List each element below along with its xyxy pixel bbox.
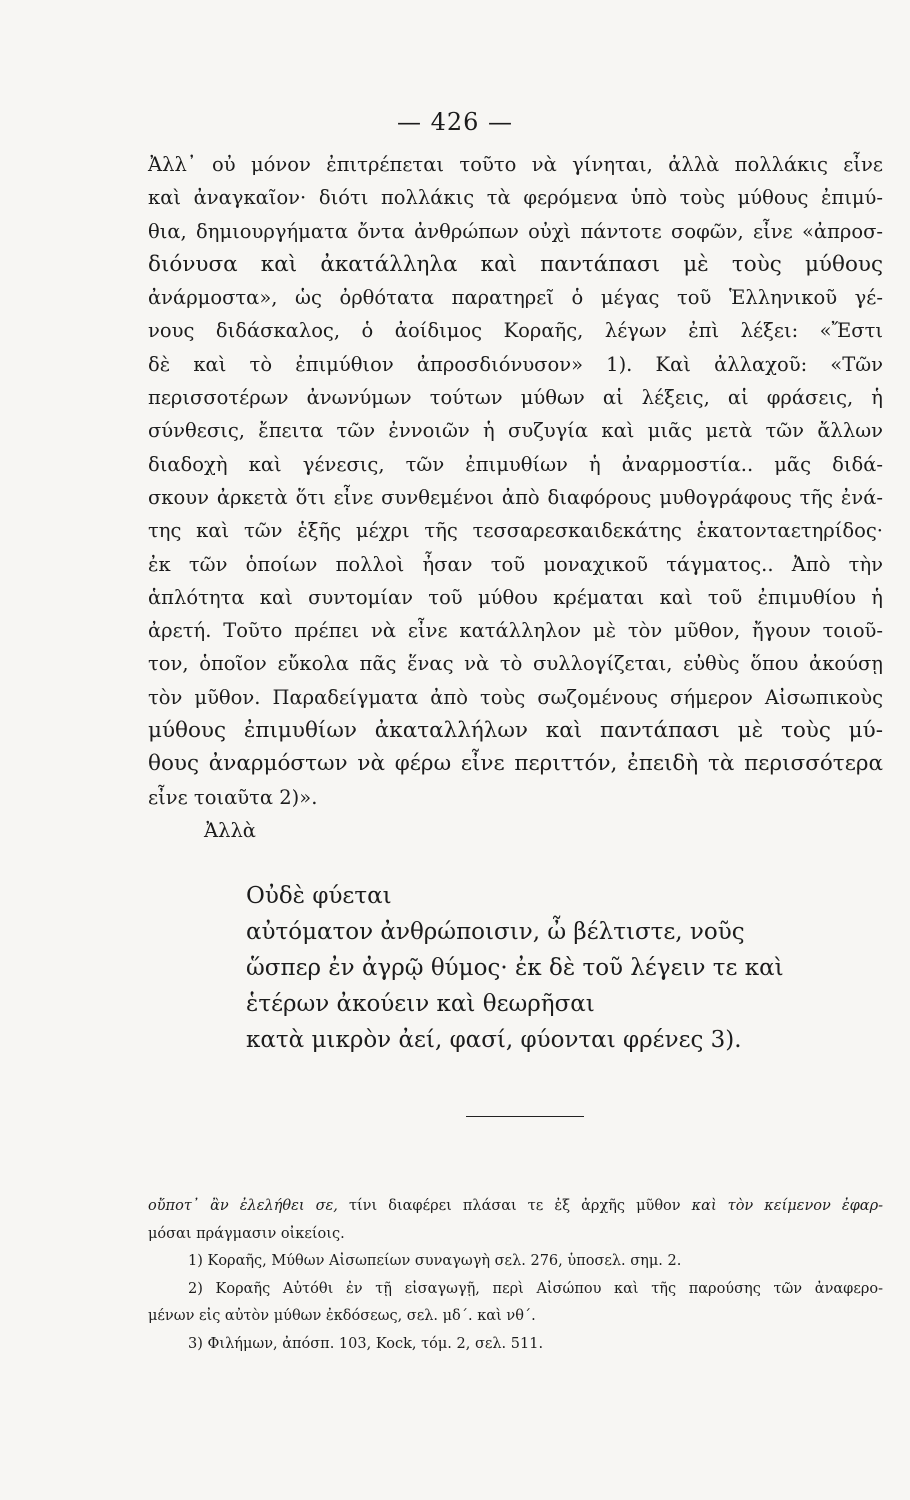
footnote-italic-text: οὔποτ᾽ ἂν ἐλελήθει σε, [148,1198,338,1214]
text-line: δὲ καὶ τὸ ἐπιμύθιον ἀπροσδιόνυσον» 1). Καὶ ἀλλαχοῦ: «Τῶν [148,352,883,376]
text-line: μύθους ἐπιμυθίων ἀκαταλλήλων καὶ παντάπασι μὲ τοὺς μύ- [148,718,883,744]
text-line: σκουν ἀρκετὰ ὅτι εἶνε συνθεμένοι ἀπὸ διαφόρους μυθογράφους τῆς ἐνά- [148,485,883,509]
page-number: — 426 — [396,108,514,136]
text-line: διαδοχὴ καὶ γένεσις, τῶν ἐπιμυθίων ἡ ἀναρμοστία.. μᾶς διδά- [148,452,883,476]
text-line: τον, ὁποῖον εὔκολα πᾶς ἕνας νὰ τὸ συλλογίζεται, εὐθὺς ὅπου ἀκούσῃ [148,652,883,676]
text-line: Ἀλλ᾽ οὐ μόνον ἐπιτρέπεται τοῦτο νὰ γίνηται, ἀλλὰ πολλάκις εἶνε [148,153,883,176]
text-line: καὶ ἀναγκαῖον· διότι πολλάκις τὰ φερόμενα ὑπὸ τοὺς μύθους ἐπιμύ- [148,186,883,210]
footnote-3: 3) Φιλήμων, ἀπόσπ. 103, Kock, τόμ. 2, σελ. 511. [188,1335,544,1352]
footnote-continuation-line: μόσαι πράγμασιν οἰκείοις. [148,1225,345,1242]
text-line: σύνθεσις, ἔπειτα τῶν ἐννοιῶν ἡ συζυγία καὶ μιᾶς μετὰ τῶν ἄλλων [148,419,883,443]
text-line: διόνυσα καὶ ἀκατάλληλα καὶ παντάπασι μὲ τοὺς μύθους [148,251,883,277]
footnote-italic-text: καὶ τὸν κείμενον ἐφαρ- [691,1198,884,1214]
text-line: της καὶ τῶν ἑξῆς μέχρι τῆς τεσσαρεσκαιδεκάτης ἑκατονταετηρίδος· [148,519,883,543]
verse-line: Οὐδὲ φύεται [246,883,392,909]
text-line: περισσοτέρων ἀνωνύμων τούτων μύθων αἱ λέξεις, αἱ φράσεις, ἡ [148,386,883,410]
verse-line: κατὰ μικρὸν ἀεί, φασί, φύονται φρένες 3). [246,1027,742,1053]
text-line: νους διδάσκαλος, ὁ ἀοίδιμος Κοραῆς, λέγων ἐπὶ λέξει: «Ἔστι [148,319,883,343]
text-line: τὸν μῦθον. Παραδείγματα ἀπὸ τοὺς σωζομένους σήμερον Αἰσωπικοὺς [148,685,883,709]
text-line: εἶνε τοιαῦτα 2)». [148,785,318,809]
footnote-2-continuation: μένων εἰς αὐτὸν μύθων ἐκδόσεως, σελ. μδ΄. καὶ νθ΄. [148,1308,536,1324]
footnote-1: 1) Κοραῆς, Μύθων Αἰσωπείων συναγωγὴ σελ. 276, ὑποσελ. σημ. 2. [188,1253,682,1269]
body-text [148,148,883,847]
footnotes [148,1193,883,1358]
text-line: Ἀλλὰ [204,818,256,842]
text-line: ἁπλότητα καὶ συντομίαν τοῦ μύθου κρέμαται καὶ τοῦ ἐπιμυθίου ἡ [148,585,883,609]
text-line: ἀρετή. Τοῦτο πρέπει νὰ εἶνε κατάλληλον μὲ τὸν μῦθον, ἤγουν τοιοῦ- [148,619,883,643]
verse-line: αὐτόματον ἀνθρώποισιν, ὦ βέλτιστε, νοῦς [246,919,745,945]
footnote-2: 2) Κοραῆς Αὐτόθι ἐν τῇ εἰσαγωγῇ, περὶ Αἰσώπου καὶ τῆς παρούσης τῶν ἀναφερο- [188,1280,883,1297]
verse-quotation [246,878,866,1058]
verse-line: ἑτέρων ἀκούειν καὶ θεωρῆσαι [246,991,595,1017]
text-line: θους ἀναρμόστων νὰ φέρω εἶνε περιττόν, ἐπειδὴ τὰ περισσότερα [148,751,883,777]
text-line: ἐκ τῶν ὁποίων πολλοὶ ἦσαν τοῦ μοναχικοῦ τάγματος.. Ἀπὸ τὴν [148,552,883,576]
verse-line: ὥσπερ ἐν ἀγρῷ θύμος· ἐκ δὲ τοῦ λέγειν τε καὶ [246,955,784,981]
footnote-divider [466,1116,584,1117]
footnote-text: τίνι διαφέρει πλάσαι τε ἐξ ἀρχῆς μῦθον [348,1198,681,1214]
footnote-continuation-line [148,1193,883,1221]
text-line: ἀνάρμοστα», ὡς ὀρθότατα παρατηρεῖ ὁ μέγας τοῦ Ἑλληνικοῦ γέ- [148,286,883,310]
text-line: θια, δημιουργήματα ὄντα ἀνθρώπων οὐχὶ πάντοτε σοφῶν, εἶνε «ἀπροσ- [148,219,883,243]
